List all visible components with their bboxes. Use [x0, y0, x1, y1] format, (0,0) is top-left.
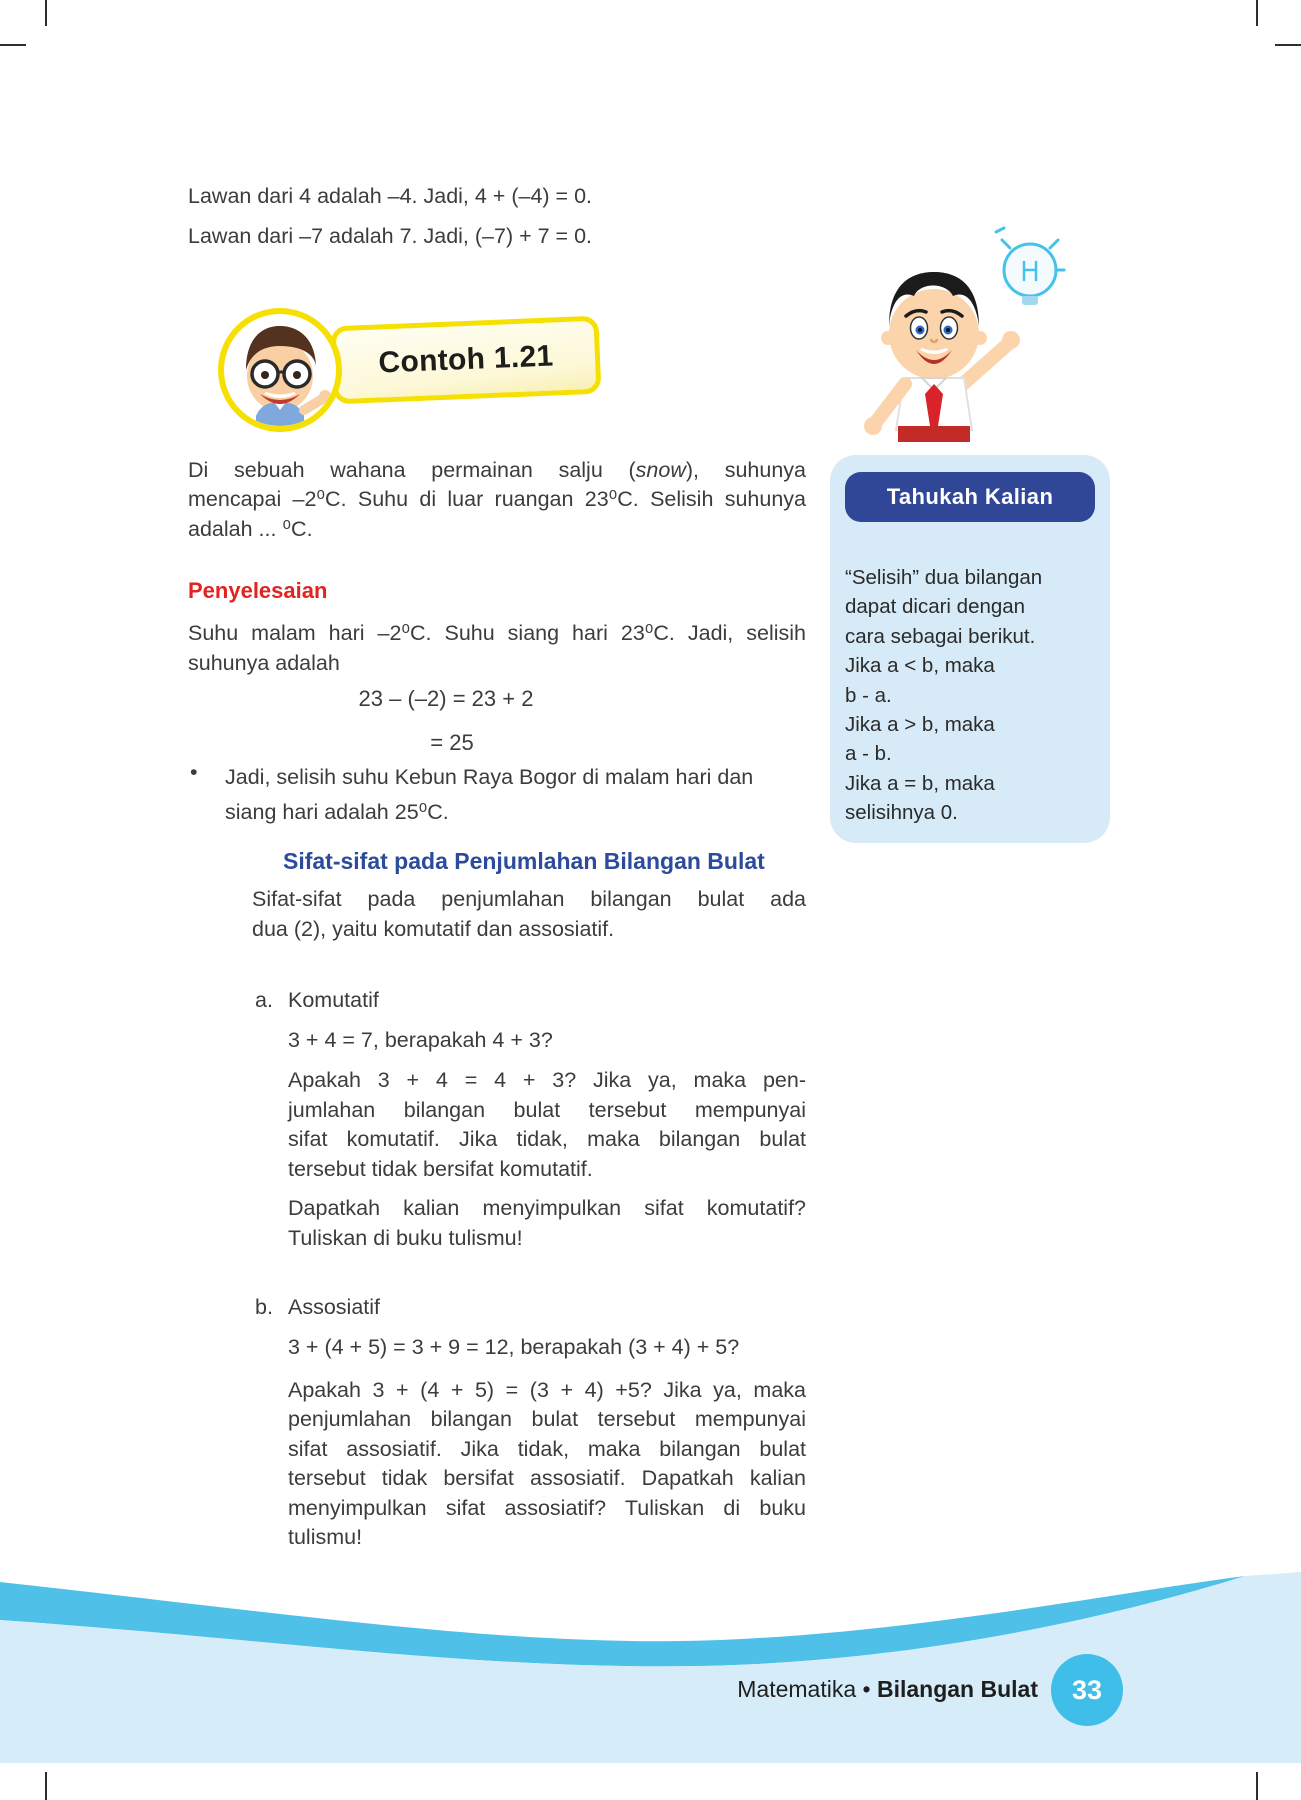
- tahukah-kalian-body: [845, 563, 1097, 828]
- intro-statement-1: Lawan dari 4 adalah –4. Jadi, 4 + (–4) = 0.: [188, 184, 592, 208]
- item-b-p3: sifat assosiatif. Jika tidak, maka bilangan bulat: [288, 1436, 806, 1461]
- item-b-paragraph: [288, 1376, 806, 1552]
- sidebar-line: Jika a < b, maka: [845, 654, 995, 678]
- item-a-p1: Apakah 3 + 4 = 4 + 3? Jika ya, maka pen-: [288, 1068, 806, 1092]
- student-lightbulb-illustration: [858, 222, 1073, 457]
- item-b-label: b.: [255, 1295, 273, 1319]
- crop-mark-top-left-h: [0, 44, 26, 46]
- item-a-task-line-1: Dapatkah kalian menyimpulkan sifat komutatif?: [288, 1196, 806, 1220]
- item-a-title: Komutatif: [288, 988, 379, 1012]
- conclusion-line-2: siang hari adalah 25⁰C.: [225, 800, 449, 824]
- problem-line-1-pre: Di sebuah wahana permainan salju (: [188, 458, 636, 482]
- footer-separator: •: [862, 1676, 871, 1702]
- contoh-banner-title: Contoh 1.21: [377, 339, 555, 380]
- bullet-marker: •: [190, 760, 198, 784]
- item-b-question: 3 + (4 + 5) = 3 + 9 = 12, berapakah (3 + 4) + 5?: [288, 1335, 740, 1359]
- item-a-p3: sifat komutatif. Jika tidak, maka bilangan bulat: [288, 1127, 806, 1151]
- properties-intro-line-1: Sifat-sifat pada penjumlahan bilangan bulat ada: [252, 887, 806, 911]
- properties-intro-line-2: dua (2), yaitu komutatif dan assosiatif.: [252, 917, 615, 941]
- sidebar-line: Jika a > b, maka: [845, 713, 995, 737]
- sidebar-line: cara sebagai berikut.: [845, 624, 1036, 648]
- item-b-p1: Apakah 3 + (4 + 5) = (3 + 4) +5? Jika ya, maka: [288, 1378, 806, 1402]
- properties-intro: [252, 884, 806, 944]
- teacher-cartoon-icon: [224, 314, 336, 426]
- tahukah-kalian-title: Tahukah Kalian: [886, 484, 1054, 509]
- sidebar-line: b - a.: [845, 683, 892, 707]
- solution-paragraph: [188, 618, 806, 678]
- crop-mark-top-right-h: [1275, 44, 1301, 46]
- crop-mark-bottom-left-v: [45, 1772, 47, 1800]
- crop-mark-top-right-v: [1256, 0, 1258, 26]
- crop-mark-bottom-right-v: [1256, 1772, 1258, 1800]
- sidebar-line: selisihnya 0.: [845, 801, 958, 825]
- solution-line-2: suhunya adalah: [188, 651, 340, 675]
- page-number: 33: [1071, 1674, 1103, 1705]
- problem-line-2: mencapai –2⁰C. Suhu di luar ruangan 23⁰C. Selisih suhunya: [188, 487, 806, 512]
- sidebar-line: a - b.: [845, 742, 892, 766]
- item-a-question: 3 + 4 = 7, berapakah 4 + 3?: [288, 1028, 553, 1052]
- item-b-p5: menyimpulkan sifat assosiatif? Tuliskan di buku: [288, 1495, 806, 1520]
- tahukah-kalian-header: [845, 472, 1095, 522]
- item-b-p4: tersebut tidak bersifat assosiatif. Dapatkah kalian: [288, 1466, 806, 1491]
- sidebar-line: “Selisih” dua bilangan: [845, 566, 1043, 589]
- contoh-banner: [331, 316, 602, 405]
- sidebar-line: Jika a = b, maka: [845, 771, 995, 795]
- problem-line-1-post: ), suhunya: [685, 458, 806, 482]
- crop-mark-top-left-v: [45, 0, 47, 26]
- item-a-p4: tersebut tidak bersifat komutatif.: [288, 1156, 593, 1181]
- solution-line-1: Suhu malam hari –2⁰C. Suhu siang hari 23⁰C. Jadi, selisih: [188, 621, 806, 645]
- equation-line-2: = 25: [430, 730, 474, 755]
- conclusion-line-1: Jadi, selisih suhu Kebun Raya Bogor di malam hari dan: [225, 765, 754, 789]
- properties-heading: Sifat-sifat pada Penjumlahan Bilangan Bulat: [283, 848, 765, 874]
- item-a-label: a.: [255, 988, 273, 1012]
- avatar-teacher-illustration: [218, 308, 342, 432]
- item-a-p2: jumlahan bilangan bulat tersebut mempunyai: [288, 1097, 806, 1122]
- sidebar-line: dapat dicari dengan: [845, 595, 1026, 619]
- intro-statement-2: Lawan dari –7 adalah 7. Jadi, (–7) + 7 = 0.: [188, 224, 592, 248]
- problem-line-1: [188, 456, 806, 485]
- item-a-task-line-2: Tuliskan di buku tulismu!: [288, 1226, 523, 1250]
- page-number-badge: [1051, 1654, 1123, 1726]
- conclusion: [225, 760, 807, 830]
- item-b-title: Assosiatif: [288, 1295, 381, 1319]
- item-a-paragraph: [288, 1066, 806, 1184]
- solution-heading: Penyelesaian: [188, 578, 328, 603]
- problem-paragraph: [188, 456, 806, 544]
- footer-chapter-title: Bilangan Bulat: [876, 1676, 1038, 1702]
- problem-line-1-italic: snow: [635, 458, 686, 482]
- footer-caption: [700, 1676, 1038, 1703]
- item-a-task: [288, 1193, 806, 1253]
- footer-book-title: Matematika: [737, 1676, 857, 1702]
- item-b-p2: penjumlahan bilangan bulat tersebut mempunyai: [288, 1407, 806, 1432]
- equation-line-1: 23 – (–2) = 23 + 2: [358, 686, 534, 711]
- item-b-p6: tulismu!: [288, 1525, 363, 1550]
- problem-line-3: adalah ... ⁰C.: [188, 516, 313, 541]
